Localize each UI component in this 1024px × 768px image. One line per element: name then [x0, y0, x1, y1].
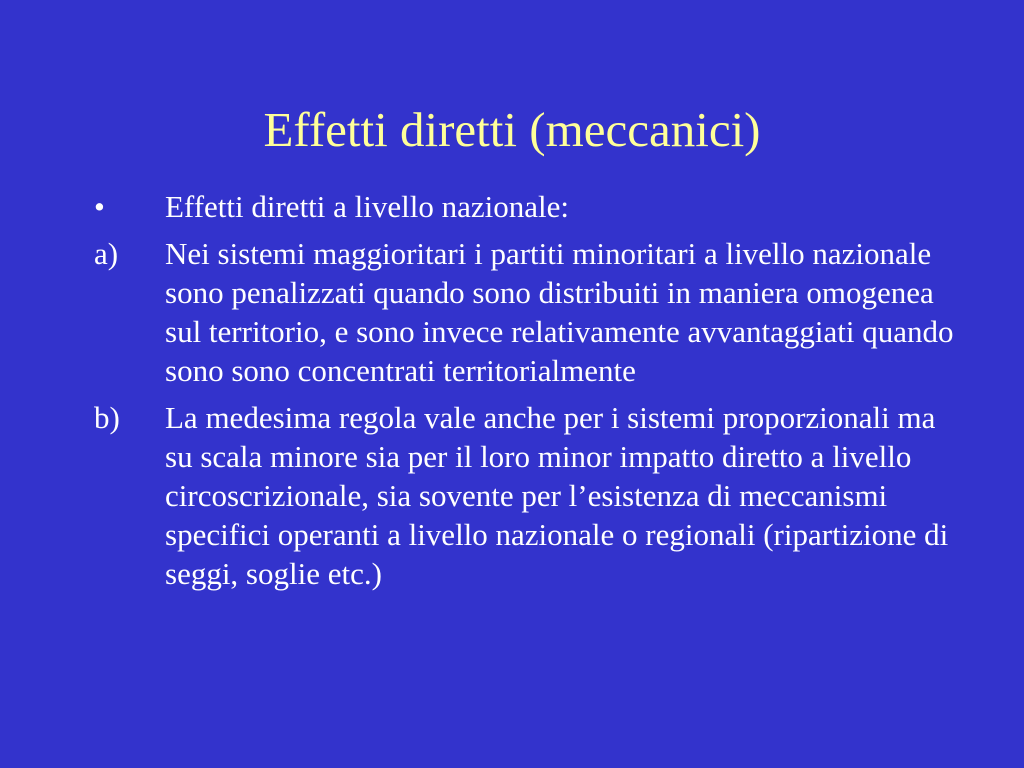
slide-title: Effetti diretti (meccanici): [263, 102, 761, 157]
bullet-marker: •: [94, 189, 105, 224]
list-marker-b: b): [94, 400, 120, 435]
list-item: [94, 398, 954, 593]
list-item: [94, 234, 954, 390]
list-item: [94, 187, 954, 226]
list-item-text: Effetti diretti a livello nazionale:: [165, 189, 569, 224]
list-marker-a: a): [94, 236, 119, 271]
bullet-list: [94, 187, 954, 601]
list-item-text: La medesima regola vale anche per i sistemi proporzionali ma su scala minore sia per il loro minor impatto diretto a livello circoscrizionale, sia sovente per l’esistenza di meccanismi specifici operanti a livello nazionale o regionali (ripartizione di seggi, soglie etc.): [165, 400, 949, 591]
list-item-text: Nei sistemi maggioritari i partiti minoritari a livello nazionale sono penalizzati quando sono distribuiti in maniera omogenea sul territorio, e sono invece relativamente avvantaggiati quando sono sono concentrati territorialmente: [165, 236, 954, 388]
